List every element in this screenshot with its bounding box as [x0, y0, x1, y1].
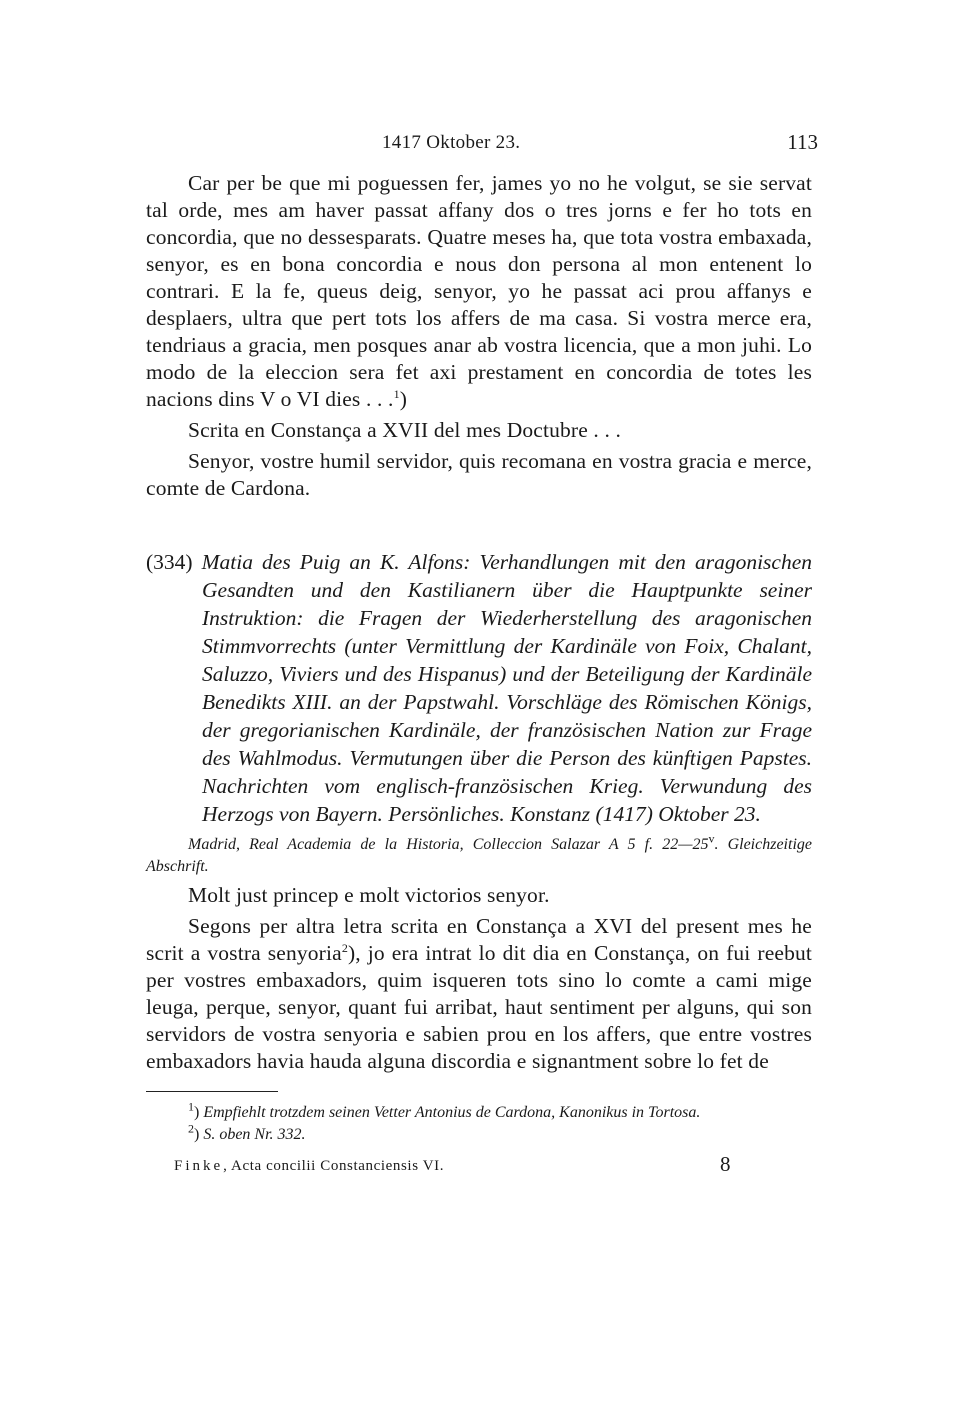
- footnote-ref-1: 1: [393, 386, 400, 401]
- footnote-1: [146, 1099, 812, 1124]
- running-head: [146, 118, 818, 170]
- document-page: [146, 118, 818, 1180]
- paragraph-letter-end: [146, 170, 812, 413]
- footnote-mark-2: 2: [188, 1121, 194, 1136]
- footnote-2: [146, 1121, 812, 1146]
- page-number: 113: [787, 130, 818, 154]
- signature-mark: 8: [720, 1152, 731, 1176]
- paragraph-dating: Scrita en Constança a XVII del mes Doctubre . . .: [188, 418, 622, 442]
- footnote-divider: [146, 1091, 278, 1092]
- footnote-ref-close: ): [399, 387, 408, 411]
- letter-text-b: ), jo era intrat lo dit dia en Constança, on fui reebut per vostres embaxadors, quim isqueren tots sino lo comte a cami mige leuga, perque, senyor, quant fui arribat, haut sentiment per alguns, qui son servidors de vostra senyoria e sabien prou en los affers, que entre vostres embaxadors havia hauda alguna discordia e signantment sobre lo fet de: [146, 941, 812, 1073]
- entry-summary: [146, 548, 812, 828]
- imprint-author: Finke: [174, 1158, 224, 1174]
- footnote-mark-close: ): [194, 1126, 200, 1143]
- footnote-text-2: S. oben Nr. 332.: [203, 1126, 306, 1143]
- footnotes: [146, 1099, 812, 1146]
- running-head-title: 1417 Oktober 23.: [382, 132, 521, 153]
- footnote-ref-2: 2: [341, 940, 348, 955]
- imprint-line: [146, 1154, 812, 1180]
- salutation: Molt just princep e molt victorios senyor.: [188, 883, 550, 907]
- footnote-text-1: Empfiehlt trotzdem seinen Vetter Antonius de Cardona, Kanonikus in Tortosa.: [203, 1104, 701, 1121]
- source-text: Madrid, Real Academia de la Historia, Colleccion Salazar A 5 f. 22—25: [188, 836, 709, 853]
- paragraph-signoff: Senyor, vostre humil servidor, quis recomana en vostra gracia e merce, comte de Cardona.: [146, 449, 812, 500]
- entry-number: (334): [146, 550, 193, 574]
- source-sup: v: [708, 831, 715, 846]
- footnote-mark-1: 1: [188, 1099, 194, 1114]
- paragraph-letter-body: [146, 913, 812, 1075]
- source-citation: [146, 831, 812, 878]
- source-tail: . Gleichzeitige Abschrift.: [146, 836, 812, 875]
- letter-text-a: Segons per altra letra scrita en Constança a XVI del present mes he scrit a vostra senyoria: [146, 914, 812, 965]
- imprint-title: , Acta concilii Constanciensis VI.: [223, 1158, 445, 1174]
- entry-summary-text: Matia des Puig an K. Alfons: Verhandlungen mit den aragonischen Gesandten und den Kastilianern über die Hauptpunkte seiner Instruktion: die Fragen der Wiederherstellung des aragonischen Stimmvorrechts (unter Vermittlung der Kardinäle von Foix, Chalant, Saluzzo, Viviers und des Hispanus) und der Beteiligung der Kardinäle Benedikts XIII. an der Papstwahl. Vorschläge des Römischen Königs, der gregorianischen Kardinäle, der französischen Nation zur Frage des Wahlmodus. Vermutungen über die Person des künftigen Papstes. Nachrichten vom englisch-französischen Krieg. Verwundung des Herzogs von Bayern. Persönliches. Konstanz (1417) Oktober 23.: [201, 550, 813, 826]
- footnote-mark-close: ): [194, 1104, 200, 1121]
- paragraph-text: Car per be que mi poguessen fer, james yo no he volgut, se sie servat tal orde, mes am haver passat affany dos o tres jorns e fer ho tots en concordia, que no dessesparats. Quatre meses ha, que tota vostra embaxada, senyor, es en bona concordia e nous don persona al mon entenent lo contrari. E la fe, queus deig, senyor, yo he passat aci prou affanys e desplaers, ultra que pert tots los affers de ma casa. Si vostra merce era, tendriaus a gracia, men posques anar ab vostra licencia, que a mon juhi. Lo modo de la eleccion sera fet axi prestament en concordia de totes les nacions dins V o VI dies . . .: [146, 171, 812, 411]
- imprint-text: [174, 1158, 444, 1175]
